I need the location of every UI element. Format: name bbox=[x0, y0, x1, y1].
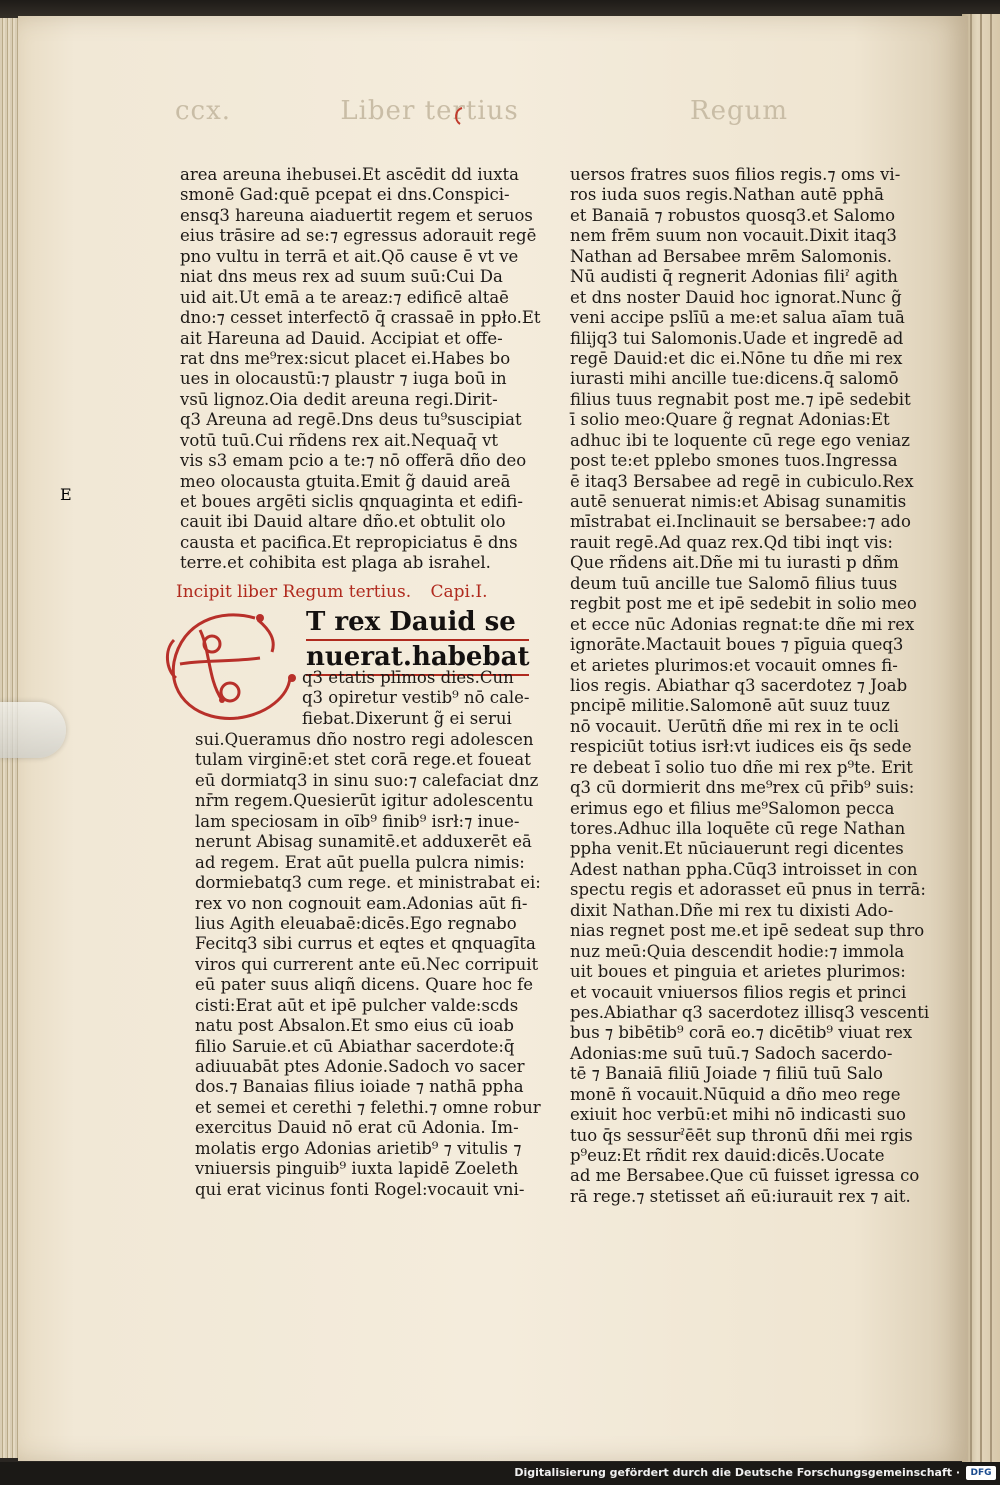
text-line: veni accipe pslīū a me:et salua aīam tuā bbox=[570, 308, 905, 328]
text-line: et vocauit vniuersos filios regis et princi bbox=[570, 982, 907, 1002]
text-line: nō vocauit. Uerūtñ dñe mi rex in te ocli bbox=[570, 716, 899, 736]
text-line: mīstrabat ei.Inclinauit se bersabee:⁊ ado bbox=[570, 512, 911, 532]
text-line: fiebat.Dixerunt g̃ ei serui bbox=[302, 708, 512, 728]
text-line: regbit post me et ipē sedebit in solio meo bbox=[570, 594, 917, 614]
text-line: adiuuabāt ptes Adonie.Sadoch vo sacer bbox=[195, 1057, 525, 1076]
text-line: q3 etatis plīmos dies.Cun bbox=[302, 668, 514, 687]
text-line: et semei et cerethi ⁊ felethi.⁊ omne robur bbox=[195, 1097, 541, 1117]
text-line: bus ⁊ bibētib⁹ corā eo.⁊ dicētib⁹ viuat rex bbox=[570, 1023, 913, 1043]
text-line: eū pater suus aliqñ dicens. Quare hoc fe bbox=[195, 975, 534, 995]
text-line: erimus ego et filius me⁹Salomon pecca bbox=[570, 798, 895, 818]
text-line: uid ait.Ut emā a te areaz:⁊ edificē altaē bbox=[180, 287, 509, 307]
text-line: et dns noster Dauid hoc ignorat.Nunc g̃ bbox=[570, 287, 902, 307]
text-line: iurasti mihi ancille tue:dicens.q̄ salomō bbox=[570, 369, 899, 389]
text-line: pno vultu in terrā et ait.Qō cause ē vt ve bbox=[180, 246, 519, 266]
text-line: vniuersis pinguib⁹ iuxta lapidē Zoeleth bbox=[195, 1159, 519, 1179]
text-line: nuz meū:Quia descendit hodie:⁊ immola bbox=[570, 941, 905, 961]
left-column-lower-text bbox=[195, 730, 541, 1200]
text-line: natu post Absalon.Et smo eius cū ioab bbox=[195, 1016, 514, 1036]
text-line: tores.Adhuc illa loquēte cū rege Nathan bbox=[570, 819, 906, 838]
rubric-line bbox=[176, 582, 488, 602]
right-column-text bbox=[570, 165, 929, 1207]
rubric-incipit: Incipit liber Regum tertius. bbox=[176, 582, 412, 602]
text-line: Adonias:me suū tuū.⁊ Sadoch sacerdo- bbox=[570, 1043, 893, 1063]
text-line: area areuna ihebusei.Et ascēdit dd iuxta bbox=[180, 165, 519, 184]
text-line: regē Dauid:et dic ei.Nōne tu dñe mi rex bbox=[570, 348, 903, 368]
text-line: nerunt Abisag sunamitē.et adduxerēt eā bbox=[195, 832, 532, 852]
text-line: post te:et pplebo smones tuos.Ingressa bbox=[570, 451, 898, 471]
text-line: dormiebatq3 cum rege. et ministrabat ei: bbox=[195, 873, 541, 893]
text-line: deum tuū ancille tue Salomō filius tuus bbox=[570, 573, 898, 593]
running-head-title-right: Regum bbox=[690, 96, 789, 126]
text-line: vis s3 emam pcio a te:⁊ nō offerā dño deo bbox=[180, 451, 527, 471]
text-line: et Banaiā ⁊ robustos quosq3.et Salomo bbox=[570, 205, 896, 225]
text-line: pes.Abiathar q3 sacerdotez illisq3 vescenti bbox=[570, 1002, 930, 1022]
incipit-display-lines bbox=[306, 606, 529, 676]
text-line: nias regnet post me.et ipē sedeat sup thro bbox=[570, 921, 925, 941]
text-line: tuo q̄s sessurˀēēt sup thronū dñi mei rgis bbox=[570, 1125, 913, 1145]
text-line: q3 cū dormierit dns me⁹rex cū pr̄ib⁹ suis: bbox=[570, 778, 915, 798]
text-line: nr̄m regem.Quesierūt igitur adolescentu bbox=[195, 791, 534, 811]
text-line: p⁹euz:Et rñdit rex dauid:dicēs.Uocate bbox=[570, 1146, 885, 1165]
text-line: smonē Gad:quē pcepat ei dns.Conspici- bbox=[180, 185, 510, 205]
text-line: tulam virginē:et stet corā rege.et foueat bbox=[195, 750, 531, 770]
text-line: rauit regē.Ad quaz rex.Qd tibi inqt vis: bbox=[570, 532, 893, 552]
running-head-folio: ccx. bbox=[175, 96, 232, 126]
running-head-left bbox=[175, 96, 519, 126]
text-line: dixit Nathan.Dñe mi rex tu dixisti Ado- bbox=[570, 900, 894, 920]
text-line: rā rege.⁊ stetisset añ eū:iurauit rex ⁊ ait. bbox=[570, 1186, 911, 1206]
text-line: uit boues et pinguia et arietes plurimos: bbox=[570, 962, 906, 982]
text-line: adhuc ibi te loquente cū rege ego veniaz bbox=[570, 430, 910, 450]
text-line: uersos fratres suos filios regis.⁊ oms vi- bbox=[570, 165, 901, 184]
text-line: cauit ibi Dauid altare dño.et obtulit olo bbox=[180, 512, 506, 532]
text-line: Nathan ad Bersabee mrēm Salomonis. bbox=[570, 246, 893, 266]
text-line: causta et pacifica.Et repropiciatus ē dns bbox=[180, 532, 518, 552]
text-line: ē itaq3 Bersabee ad regē in cubiculo.Rex bbox=[570, 471, 914, 491]
text-line: nem frēm suum non vocauit.Dixit itaq3 bbox=[570, 226, 897, 246]
text-line: terre.et cohibita est plaga ab israhel. bbox=[180, 553, 491, 573]
text-line: eū dormiatq3 in sinu suo:⁊ calefaciat dnz bbox=[195, 770, 539, 790]
text-line: ad me Bersabee.Que cū fuisset igressa co bbox=[570, 1166, 920, 1186]
text-line: ros iuda suos regis.Nathan autē pphā bbox=[570, 185, 884, 205]
text-line: vsū lignoz.Oia dedit areuna regi.Dirit- bbox=[180, 389, 498, 409]
text-line: rat dns me⁹rex:sicut placet ei.Habes bo bbox=[180, 348, 511, 368]
running-head-title-left: Liber tertius bbox=[340, 96, 519, 126]
digitization-footer bbox=[0, 1462, 1000, 1485]
text-line: q3 opiretur vestib⁹ nō cale- bbox=[302, 688, 530, 708]
initial-letter: E bbox=[60, 485, 72, 504]
text-line: ensq3 hareuna aiaduertit regem et seruos bbox=[180, 205, 533, 225]
text-line: dno:⁊ cesset interfectō q̄ crassaē in ppło.Et bbox=[180, 308, 541, 328]
incipit-small-lines bbox=[302, 668, 530, 729]
text-line: votū tuū.Cui rñdens rex ait.Nequaq̄ vt bbox=[180, 430, 499, 450]
text-line: T rex Dauid se bbox=[306, 606, 529, 641]
footer-credit: Digitalisierung gefördert durch die Deutsche Forschungsgemeinschaft · bbox=[514, 1466, 960, 1479]
text-line: nuerat.habebat bbox=[306, 641, 529, 676]
text-line: eius trāsire ad se:⁊ egressus adorauit regē bbox=[180, 226, 537, 246]
text-line: lam speciosam in oīb⁹ finib⁹ isrł:⁊ inue- bbox=[195, 811, 520, 831]
text-line: exercitus Dauid nō erat cū Adonia. Im- bbox=[195, 1118, 519, 1138]
text-line: exiuit hoc verbū:et mihi nō indicasti suo bbox=[570, 1105, 906, 1125]
text-line: monē ñ vocauit.Nūquid a dño meo rege bbox=[570, 1084, 901, 1104]
text-line: filio Saruie.et cū Abiathar sacerdote:q̄ bbox=[195, 1036, 515, 1056]
text-line: Nū audisti q̄ regnerit Adonias filiˀ agith bbox=[570, 267, 898, 287]
left-column-text bbox=[180, 165, 541, 574]
rubric-chapter: Capi.I. bbox=[430, 582, 488, 602]
text-line: ignorāte.Mactauit boues ⁊ pīguia queq3 bbox=[570, 635, 904, 655]
dfg-logo: DFG bbox=[966, 1466, 996, 1480]
text-line: lius Agith eleuabaē:dicēs.Ego regnabo bbox=[195, 913, 517, 933]
text-line: filijq3 tui Salomonis.Uade et ingredē ad bbox=[570, 328, 904, 348]
text-line: re debeat ī solio tuo dñe mi rex p⁹te. Erit bbox=[570, 757, 913, 777]
text-line: Fecitq3 sibi currus et eqtes et qnquagīta bbox=[195, 934, 536, 954]
text-line: ī solio meo:Quare g̃ regnat Adonias:Et bbox=[570, 410, 890, 430]
text-line: cisti:Erat aūt et ipē pulcher valde:scds bbox=[195, 995, 519, 1015]
text-line: ues in olocaustū:⁊ plaustr ⁊ iuga boū in bbox=[180, 369, 507, 389]
text-line: sui.Queramus dño nostro regi adolescen bbox=[195, 730, 534, 749]
text-line: molatis ergo Adonias arietib⁹ ⁊ vitulis ⁊ bbox=[195, 1138, 522, 1158]
text-line: niat dns meus rex ad suum suū:Cui Da bbox=[180, 267, 503, 287]
text-line: meo olocausta gtuita.Emit g̃ dauid areā bbox=[180, 471, 511, 491]
text-line: rex vo non cognouit eam.Adonias aūt fi- bbox=[195, 893, 528, 913]
text-line: filius tuus regnabit post me.⁊ ipē sedebit bbox=[570, 389, 911, 409]
text-line: lios regis. Abiathar q3 sacerdotez ⁊ Joab bbox=[570, 675, 908, 695]
text-line: ppha venit.Et nūciauerunt regi dicentes bbox=[570, 839, 904, 859]
text-line: et boues argēti siclis qnquaginta et edifi- bbox=[180, 492, 523, 511]
text-line: ait Hareuna ad Dauid. Accipiat et offe- bbox=[180, 328, 503, 348]
text-line: et arietes plurimos:et vocauit omnes fi- bbox=[570, 655, 898, 675]
text-line: autē senuerat nimis:et Abisag sunamitis bbox=[570, 492, 907, 511]
text-line: Que rñdens ait.Dñe mi tu iurasti p dñm bbox=[570, 553, 899, 573]
text-line: pncipē militie.Salomonē aūt suuz tuuz bbox=[570, 696, 890, 716]
text-line: q3 Areuna ad regē.Dns deus tu⁹suscipiat bbox=[180, 410, 522, 430]
text-line: Adest nathan ppha.Cūq3 introisset in con bbox=[570, 859, 918, 879]
text-line: respiciūt totius isrł:vt iudices eis q̄s sede bbox=[570, 737, 912, 757]
bookmark-strip bbox=[0, 702, 66, 758]
text-line: spectu regis et adorasset eū pnus in terrā: bbox=[570, 880, 926, 900]
text-line: qui erat vicinus fonti Rogel:vocauit vni- bbox=[195, 1179, 525, 1199]
text-line: tē ⁊ Banaiā filiū Joiade ⁊ filiū tuū Salo bbox=[570, 1064, 883, 1084]
text-line: ad regem. Erat aūt puella pulcra nimis: bbox=[195, 852, 525, 872]
red-pilcrow-mark bbox=[452, 106, 466, 126]
text-line: et ecce nūc Adonias regnat:te dñe mi rex bbox=[570, 614, 915, 634]
text-line: dos.⁊ Banaias filius ioiade ⁊ nathā ppha bbox=[195, 1077, 524, 1097]
text-line: viros qui currerent ante eū.Nec corripuit bbox=[195, 954, 539, 974]
